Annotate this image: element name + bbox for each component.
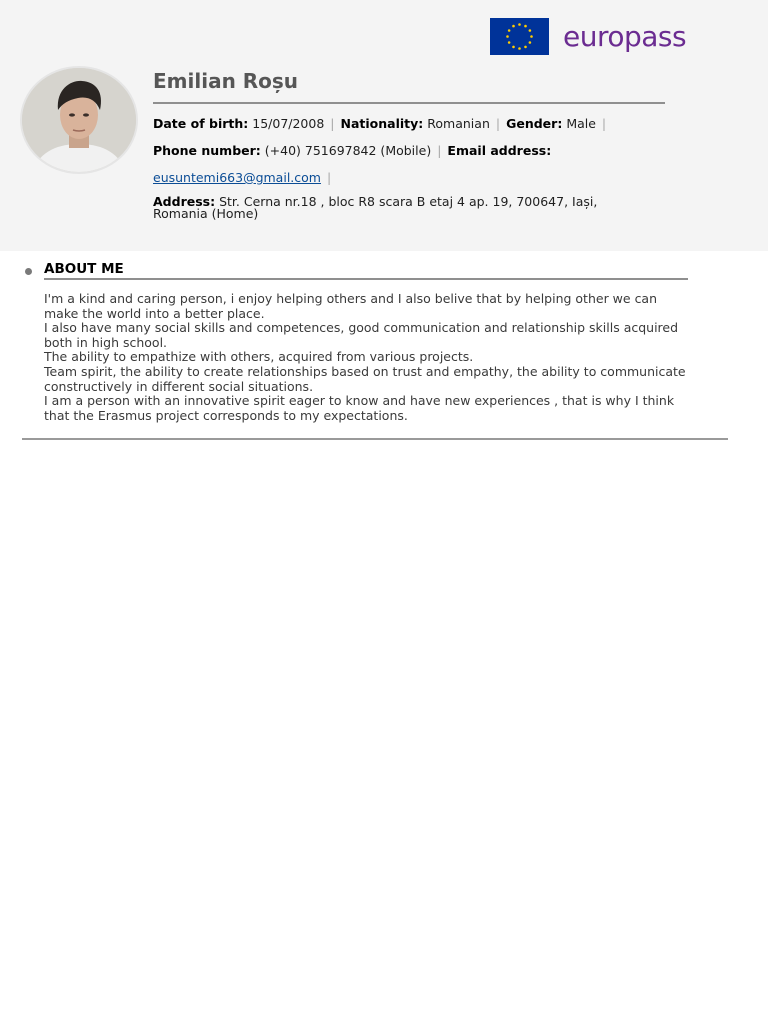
eu-star — [529, 29, 532, 32]
eu-star — [524, 46, 527, 49]
personal-info-row-2 — [153, 143, 551, 158]
eu-star — [508, 29, 511, 32]
eu-star — [508, 41, 511, 44]
candidate-name: Emilian Roșu — [153, 69, 299, 93]
section-bullet-icon — [25, 268, 32, 275]
address-value: Str. Cerna nr.18 , bloc R8 scara B etaj 4 ap. 19, 700647, Iași, Romania (Home) — [153, 194, 598, 221]
separator: | — [437, 143, 442, 158]
address-block — [153, 196, 653, 220]
page-bottom-divider — [22, 438, 728, 440]
eu-star — [518, 47, 521, 50]
nationality-value: Romanian — [427, 116, 490, 131]
about-paragraph: The ability to empathize with others, acquired from various projects. — [44, 349, 474, 365]
europass-logo — [490, 18, 686, 55]
phone-value: (+40) 751697842 (Mobile) — [264, 143, 432, 158]
europass-wordmark: europass — [563, 20, 687, 53]
phone-label: Phone number: — [153, 143, 261, 158]
dob-label: Date of birth: — [153, 116, 249, 131]
about-me-heading: ABOUT ME — [44, 261, 124, 277]
profile-photo — [22, 68, 136, 172]
about-paragraph: Team spirit, the ability to create relationships based on trust and empathy, the ability to communicate constructively in different social situations. — [44, 363, 686, 394]
about-paragraph: I am a person with an innovative spirit eager to know and have new experiences , that is why I think that the Erasmus project corresponds to my expectations. — [44, 393, 675, 423]
eu-star — [512, 46, 515, 49]
name-divider — [153, 102, 665, 104]
section-divider — [44, 278, 688, 280]
separator: | — [601, 116, 607, 131]
dob-value: 15/07/2008 — [252, 116, 325, 131]
separator: | — [330, 116, 335, 131]
personal-info-row-3 — [153, 170, 337, 185]
eu-star — [529, 41, 532, 44]
about-paragraph: I'm a kind and caring person, i enjoy helping others and I also belive that by helping other we can make the world into a better place. — [44, 291, 658, 321]
eu-star — [518, 23, 521, 26]
cv-header — [0, 0, 768, 251]
email-label: Email address: — [447, 143, 552, 158]
gender-label: Gender: — [506, 116, 563, 131]
about-paragraph: I also have many social skills and competences, good communication and relationship skills acquired both in high school. — [44, 320, 679, 350]
gender-value: Male — [566, 116, 596, 131]
address-label: Address: — [153, 194, 216, 209]
email-link[interactable]: eusuntemi663@gmail.com — [153, 170, 321, 185]
personal-info-row-1 — [153, 116, 612, 131]
about-me-text — [44, 292, 689, 423]
eu-flag-icon — [490, 18, 549, 55]
separator: | — [495, 116, 501, 131]
eu-star — [530, 35, 533, 38]
separator: | — [326, 170, 332, 185]
eu-star — [512, 25, 515, 28]
eu-star — [524, 25, 527, 28]
person-photo-icon — [22, 68, 136, 172]
nationality-label: Nationality: — [340, 116, 424, 131]
eu-star — [506, 35, 509, 38]
